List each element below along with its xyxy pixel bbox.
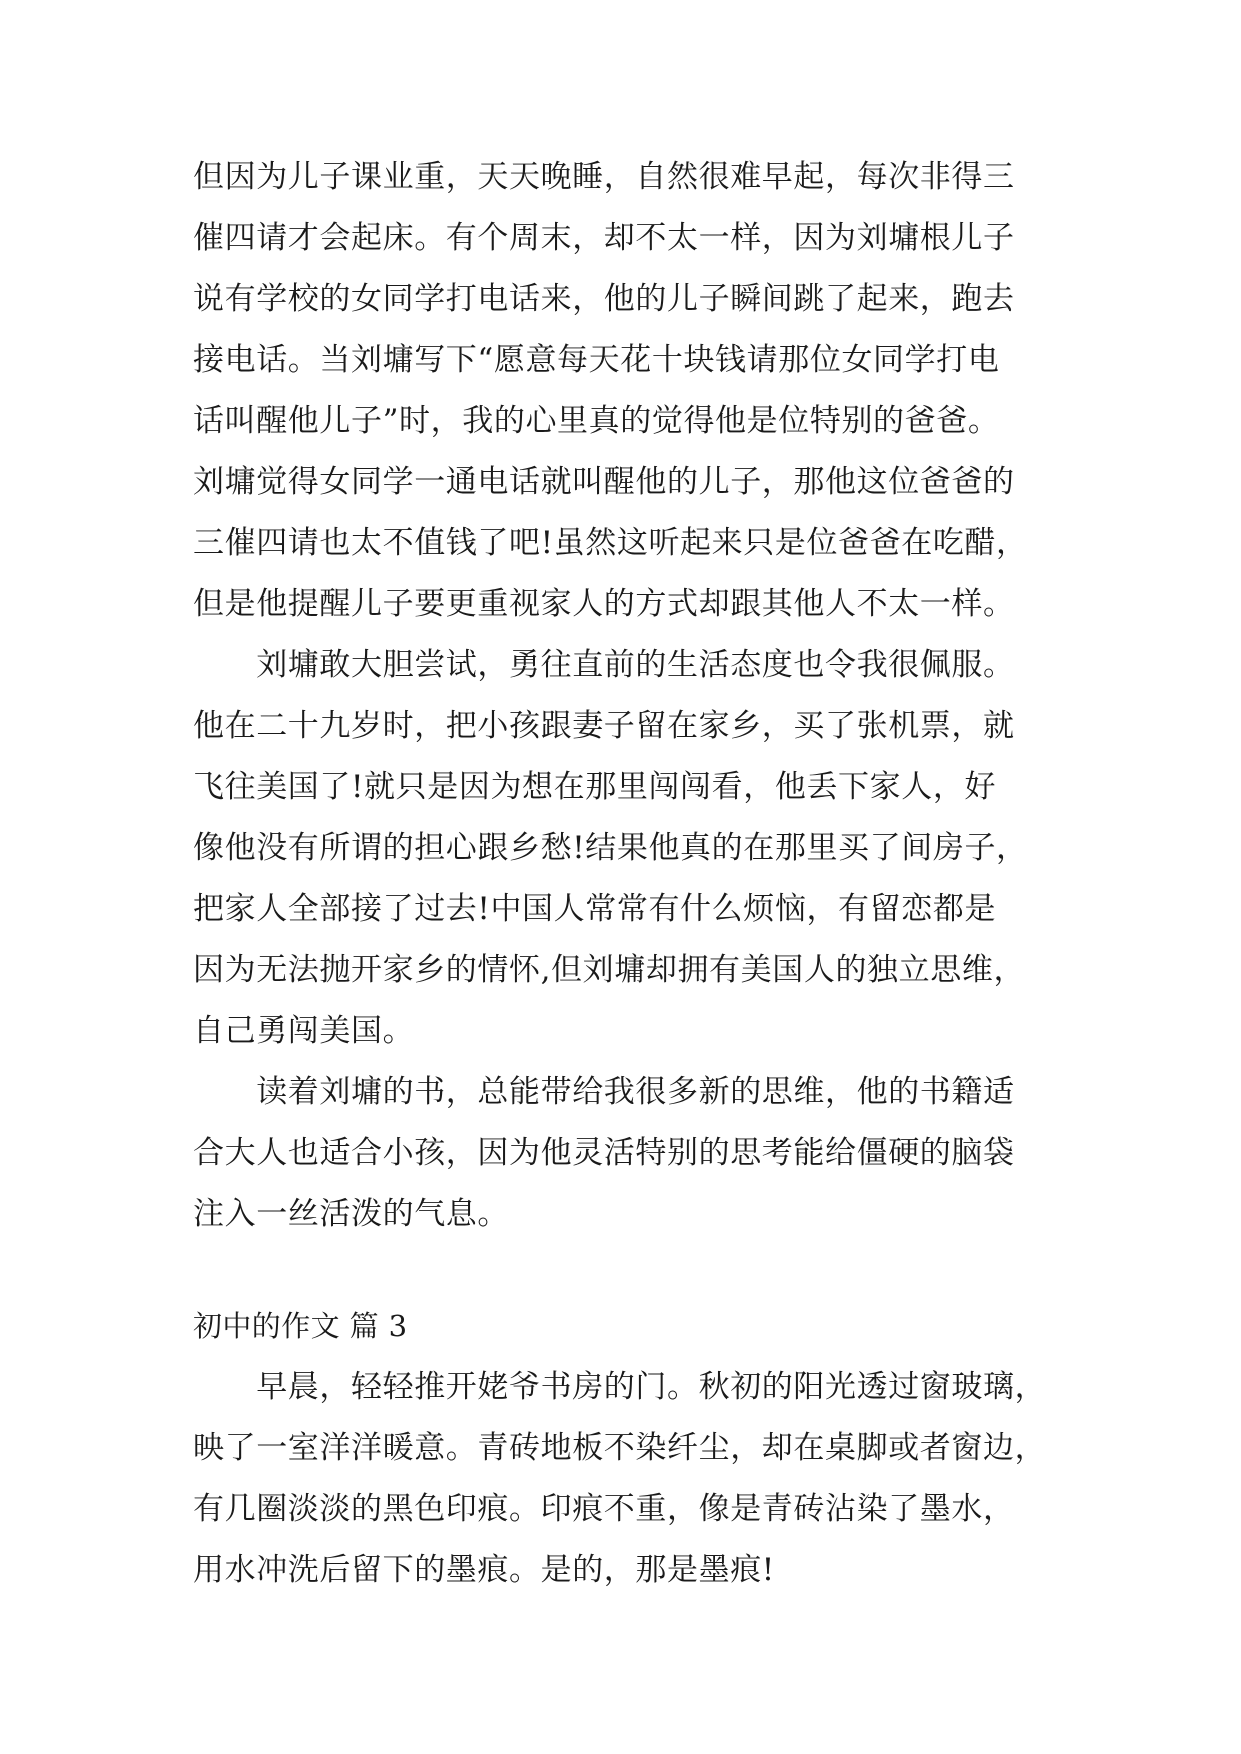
body-line: 映了一室洋洋暖意。青砖地板不染纤尘，却在桌脚或者窗边， <box>193 1430 1047 1466</box>
body-line: 把家人全部接了过去!中国人常常有什么烦恼，有留恋都是 <box>193 891 997 927</box>
body-line: 刘墉敢大胆尝试，勇往直前的生活态度也令我很佩服。 <box>193 647 1015 683</box>
section-heading: 初中的作文 篇 3 <box>193 1309 408 1343</box>
body-line: 早晨，轻轻推开姥爷书房的门。秋初的阳光透过窗玻璃， <box>193 1369 1047 1405</box>
body-line: 读着刘墉的书，总能带给我很多新的思维，他的书籍适 <box>193 1074 1015 1110</box>
body-line: 有几圈淡淡的黑色印痕。印痕不重，像是青砖沾染了墨水， <box>193 1491 1015 1527</box>
body-line: 用水冲洗后留下的墨痕。是的，那是墨痕! <box>193 1552 775 1588</box>
body-line: 注入一丝活泼的气息。 <box>193 1196 509 1232</box>
body-line: 因为无法抛开家乡的情怀,但刘墉却拥有美国人的独立思维， <box>193 952 1026 988</box>
body-line: 飞往美国了!就只是因为想在那里闯闯看，他丢下家人，好 <box>193 769 997 805</box>
body-line: 自己勇闯美国。 <box>193 1013 415 1049</box>
body-line: 但因为儿子课业重，天天晚睡，自然很难早起，每次非得三 <box>193 159 1015 195</box>
body-line: 三催四请也太不值钱了吧!虽然这听起来只是位爸爸在吃醋， <box>193 525 1028 561</box>
body-line: 他在二十九岁时，把小孩跟妻子留在家乡，买了张机票，就 <box>193 708 1015 744</box>
body-line: 话叫醒他儿子”时，我的心里真的觉得他是位特别的爸爸。 <box>193 403 1000 439</box>
body-line: 像他没有所谓的担心跟乡愁!结果他真的在那里买了间房子， <box>193 830 1028 866</box>
body-line: 刘墉觉得女同学一通电话就叫醒他的儿子，那他这位爸爸的 <box>193 464 1015 500</box>
body-line: 合大人也适合小孩，因为他灵活特别的思考能给僵硬的脑袋 <box>193 1135 1015 1171</box>
body-line: 说有学校的女同学打电话来，他的儿子瞬间跳了起来，跑去 <box>193 281 1015 317</box>
body-line: 催四请才会起床。有个周末，却不太一样，因为刘墉根儿子 <box>193 220 1015 256</box>
body-line: 但是他提醒儿子要更重视家人的方式却跟其他人不太一样。 <box>193 586 1015 622</box>
body-line: 接电话。当刘墉写下“愿意每天花十块钱请那位女同学打电 <box>193 342 1000 378</box>
